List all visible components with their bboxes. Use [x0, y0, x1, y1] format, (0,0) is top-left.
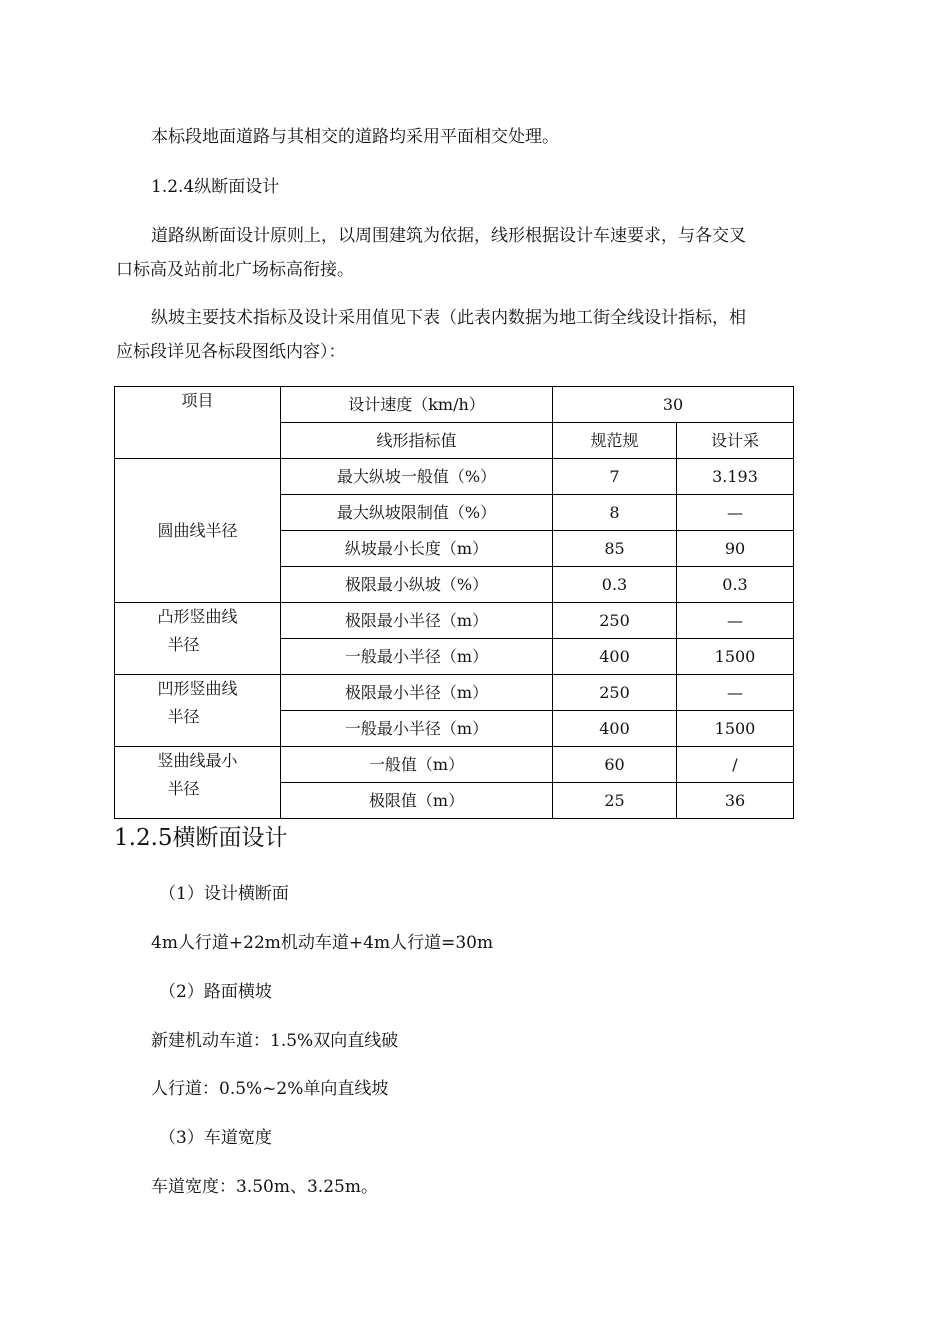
- header-index-label: 线形指标值: [281, 423, 553, 459]
- group-name-line2: 半径: [167, 707, 200, 726]
- row-label: 一般最小半径（m）: [281, 639, 553, 675]
- row-label: 极限值（m）: [281, 783, 553, 819]
- sidewalk-slope-text: 人行道：0.5%~2%单向直线坡: [151, 1079, 389, 1099]
- group-name-cell: [115, 747, 281, 819]
- row-design: —: [677, 603, 794, 639]
- group-name-line1: 凹形竖曲线: [157, 679, 238, 698]
- table-row: [115, 675, 794, 711]
- group-name: 圆曲线半径: [157, 520, 238, 540]
- row-label: 纵坡最小长度（m）: [281, 531, 553, 567]
- row-design: /: [677, 747, 794, 783]
- intersection-paragraph: 本标段地面道路与其相交的道路均采用平面相交处理。: [151, 127, 559, 147]
- item2-heading: （2）路面横坡: [159, 982, 272, 1002]
- row-standard: 250: [553, 603, 677, 639]
- row-design: 36: [677, 783, 794, 819]
- principle-paragraph-line2: 口标高及站前北广场标高衔接。: [116, 260, 354, 280]
- header-col-design: 设计采: [677, 423, 794, 459]
- header-speed-label: 设计速度（km/h）: [281, 387, 553, 423]
- table-intro-line1: 纵坡主要技术指标及设计采用值见下表（此表内数据为地工街全线设计指标，相: [151, 308, 746, 328]
- row-design: 90: [677, 531, 794, 567]
- principle-paragraph-line1: 道路纵断面设计原则上，以周围建筑为依据，线形根据设计车速要求，与各交叉: [151, 226, 746, 246]
- gradient-spec-table: [114, 386, 794, 819]
- row-design: 0.3: [677, 567, 794, 603]
- group-name-line2: 半径: [167, 635, 200, 654]
- row-standard: 400: [553, 711, 677, 747]
- row-standard: 85: [553, 531, 677, 567]
- row-label: 一般最小半径（m）: [281, 711, 553, 747]
- header-col-standard: 规范规: [553, 423, 677, 459]
- row-label: 一般值（m）: [281, 747, 553, 783]
- header-speed-value: 30: [553, 387, 794, 423]
- vehicle-lane-slope-text: 新建机动车道：1.5%双向直线破: [151, 1031, 399, 1051]
- row-design: 3.193: [677, 459, 794, 495]
- group-name-text: [157, 750, 237, 806]
- lane-width-text: 车道宽度：3.50m、3.25m。: [151, 1177, 378, 1197]
- item1-heading: （1）设计横断面: [159, 884, 289, 904]
- group-name-text: [157, 606, 237, 662]
- group-name-line1: 竖曲线最小: [157, 751, 238, 770]
- table-row: [115, 459, 794, 495]
- row-standard: 400: [553, 639, 677, 675]
- row-label: 极限最小半径（m）: [281, 675, 553, 711]
- row-standard: 8: [553, 495, 677, 531]
- row-design: —: [677, 495, 794, 531]
- row-label: 最大纵坡一般值（%）: [281, 459, 553, 495]
- row-standard: 0.3: [553, 567, 677, 603]
- row-design: 1500: [677, 639, 794, 675]
- section-124-heading: 1.2.4纵断面设计: [151, 177, 280, 197]
- table-row: [115, 603, 794, 639]
- row-design: —: [677, 675, 794, 711]
- row-standard: 60: [553, 747, 677, 783]
- group-name-text: [157, 678, 237, 734]
- cross-section-text: 4m人行道+22m机动车道+4m人行道=30m: [151, 933, 494, 953]
- group-name-line2: 半径: [167, 779, 200, 798]
- header-item: 项目: [115, 387, 281, 459]
- table-row: [115, 747, 794, 783]
- row-standard: 25: [553, 783, 677, 819]
- group-name-line1: 凸形竖曲线: [157, 607, 238, 626]
- row-label: 最大纵坡限制值（%）: [281, 495, 553, 531]
- table-intro-line2: 应标段详见各标段图纸内容）：: [116, 342, 346, 362]
- row-standard: 250: [553, 675, 677, 711]
- group-name-cell: [115, 459, 281, 603]
- row-design: 1500: [677, 711, 794, 747]
- group-name-cell: [115, 603, 281, 675]
- table-header-row: [115, 387, 794, 423]
- section-125-heading: 1.2.5横断面设计: [114, 825, 288, 851]
- item3-heading: （3）车道宽度: [159, 1128, 272, 1148]
- group-name-cell: [115, 675, 281, 747]
- row-label: 极限最小半径（m）: [281, 603, 553, 639]
- row-standard: 7: [553, 459, 677, 495]
- row-label: 极限最小纵坡（%）: [281, 567, 553, 603]
